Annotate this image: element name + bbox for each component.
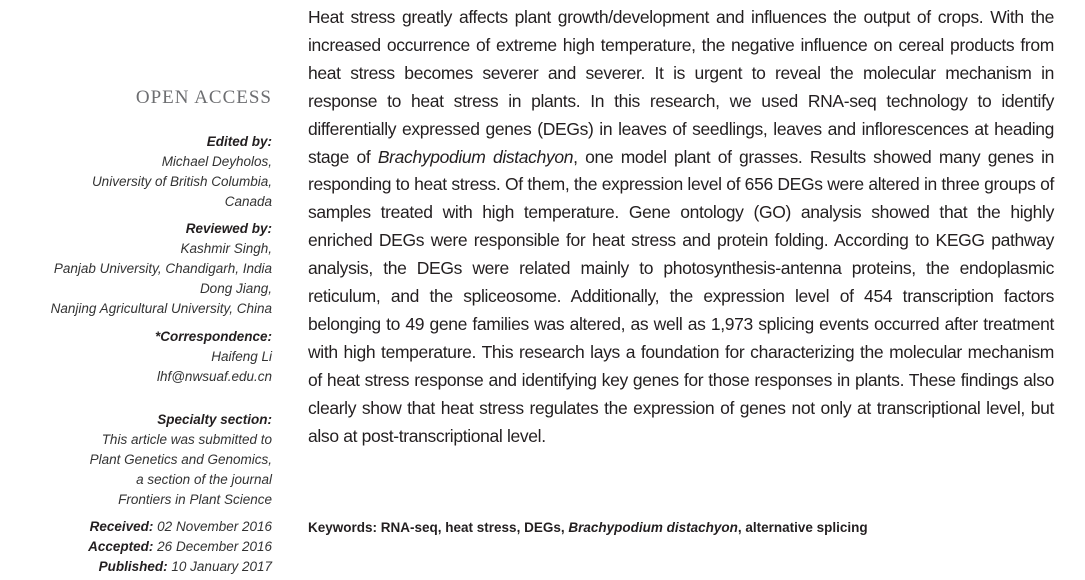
edited-by-block [92,132,272,212]
keywords-prefix: Keywords: RNA-seq, heat stress, DEGs, [308,520,569,535]
reviewed-by-block [51,219,272,319]
abstract-text [308,4,1054,451]
keywords-suffix: , alternative splicing [737,520,868,535]
received-date [88,517,272,537]
correspondence-heading: *Correspondence: [154,329,272,344]
keywords-species: Brachypodium distachyon [568,520,738,535]
reviewer-affiliation: Nanjing Agricultural University, China [50,301,272,316]
dates-block [88,517,272,577]
abstract-part-2: , one model plant of grasses. Results showed many genes in responding to heat stress. Of them, the expression level of 656 DEGs were altered in three groups of samples treated with high temperature. Gene ontology (GO) analysis showed that the highly enriched DEGs were responsible for heat stress and protein folding. According to KEGG pathway analysis, the DEGs were related mainly to photosynthesis-antenna proteins, the endoplasmic reticulum, and the spliceosome. Additionally, the expression level of 454 transcription factors belonging to 49 gene families was altered, as well as 1,973 splicing events occurred after treatment with high temperature. This research lays a foundation for characterizing the molecular mechanism of heat stress response and identifying key genes for those responses in plants. These findings also clearly show that heat stress regulates the expression of genes not only at transcriptional level, but also at post-transcriptional level. [308,146,1054,446]
edited-by-heading: Edited by: [206,134,272,149]
editor-affiliation: University of British Columbia, [91,174,272,189]
specialty-line: Plant Genetics and Genomics, [89,452,272,467]
received-value: 02 November 2016 [153,519,272,534]
specialty-line: This article was submitted to [101,432,272,447]
abstract-part-1: Heat stress greatly affects plant growth/development and influences the output of crops. With the increased occurrence of extreme high temperature, the negative influence on cereal products from heat stress becomes severer and severer. It is urgent to reveal the molecular mechanism in response to heat stress in plants. In this research, we used RNA-seq technology to identify differentially expressed genes (DEGs) in leaves of seedlings, leaves and inflorescences at heading stage of [308,7,1054,167]
specialty-line: Frontiers in Plant Science [118,492,272,507]
received-label: Received: [89,519,154,534]
editor-name: Michael Deyholos, [161,154,272,169]
reviewer-name: Dong Jiang, [199,281,272,296]
keywords-line [308,520,868,535]
accepted-value: 26 December 2016 [153,539,272,554]
accepted-label: Accepted: [88,539,154,554]
specialty-line: a section of the journal [136,472,272,487]
accepted-date [88,537,272,557]
reviewer-affiliation: Panjab University, Chandigarh, India [53,261,272,276]
published-date [88,557,272,577]
published-label: Published: [98,559,168,574]
published-value: 10 January 2017 [167,559,272,574]
specialty-section-heading: Specialty section: [157,412,272,427]
correspondence-block [155,327,272,387]
reviewed-by-heading: Reviewed by: [185,221,272,236]
open-access-label: OPEN ACCESS [135,87,272,108]
abstract-species-name: Brachypodium distachyon [377,146,574,167]
correspondent-email[interactable]: lhf@nwsuaf.edu.cn [156,369,272,384]
specialty-section-block [90,410,272,510]
reviewer-name: Kashmir Singh, [180,241,272,256]
correspondent-name: Haifeng Li [211,349,272,364]
editor-country: Canada [224,194,272,209]
